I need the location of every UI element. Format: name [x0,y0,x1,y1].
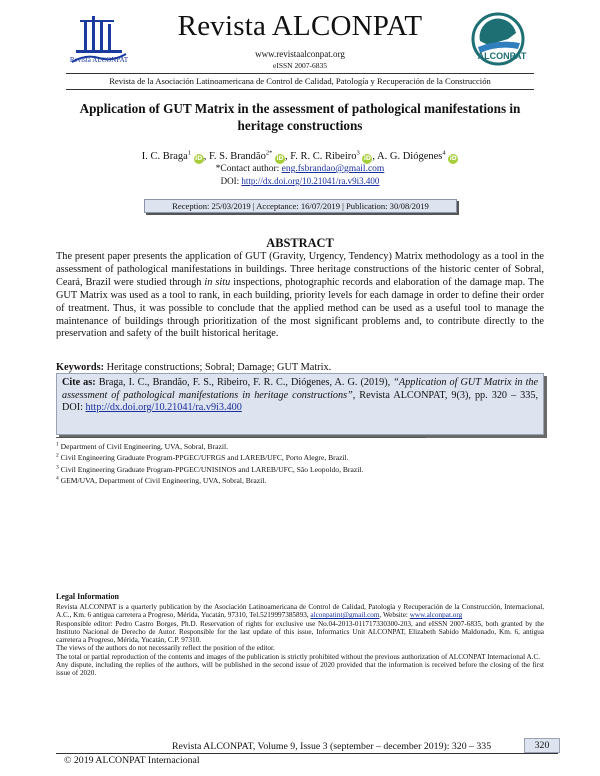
cite-title: “Application of GUT Matrix in the assessment of pathological manifestations in heritage constructions” [62,377,539,401]
author-separator: , [372,151,378,162]
legal-paragraph [56,603,544,620]
legal-paragraph: The total or partial reproduction of the contents and images of the publication is strictly prohibited without the previous authorization of ALCONPAT Internacional A.C. [56,652,541,661]
abstract-part: The present paper presents the application of GUT (Gravity, Urgency, Tendency) Matrix methodology as a tool in the assessment of pathological manifestations in buildings. Three heritage constructions of the historic center of Sobral, Ceará, Brazil were studied through [56,251,544,288]
legal-text: Revista ALCONPAT is a quarterly publication by the Asociación Latinoamericana de Control de Calidad, Patología y Recuperación de la Construcción, Internacional, A.C., Km. 6 antigua carretera a Progreso, Mérida, Yucatán, 97310, Tel.5219997385893, [56,603,544,620]
footer-issue: Revista ALCONPAT, Volume 9, Issue 3 (september – december 2019): 320 – 335 [172,741,492,752]
contact-email-link[interactable]: eng.fsbrandao@gmail.com [281,164,385,174]
cite-authors: Braga, I. C., Brandão, F. S., Ribeiro, F. R. C., Diógenes, A. G. (2019), [98,377,391,388]
orcid-icon[interactable]: iD [276,155,284,162]
orcid-icon[interactable]: iD [363,155,371,162]
journal-url[interactable]: www.revistaalconpat.org [255,49,345,59]
author-name: F. S. Brandão [208,151,266,162]
orcid-icon[interactable]: iD [195,155,203,162]
header-rule-bottom [66,89,534,90]
journal-eissn: eISSN 2007-6835 [273,61,327,70]
orcid-icon[interactable]: iD [449,155,457,162]
alconpat-website-link[interactable]: www.alconpat.org [409,611,463,620]
legal-paragraph: The views of the authors do not necessarily reflect the position of the editor. [56,644,275,653]
legal-text: , Website: [379,611,408,620]
footnote-number: 1 [56,441,59,448]
footnote-number: 3 [56,464,59,471]
doi-label: DOI: [220,176,240,186]
publication-dates: Reception: 25/03/2019 | Acceptance: 16/07/2019 | Publication: 30/08/2019 [144,199,457,213]
abstract-italic: in situ [204,276,231,288]
author-name: I. C. Braga [141,151,188,162]
footnote-text: Department of Civil Engineering, UVA, Sobral, Brazil. [60,442,228,451]
journal-title: Revista ALCONPAT [177,10,423,42]
author-name: F. R. C. Ribeiro [290,151,357,162]
author-list [0,151,600,164]
footnote-text: Civil Engineering Graduate Program-PPGEC/UNISINOS and LAREB/UFC, São Leopoldo, Brazil. [60,465,364,474]
legal-paragraph: Any dispute, including the replies of the authors, will be published in the second issue of 2020 provided that the information is received before the closing of the first issue of 2020. [56,661,544,678]
logo-right-text: ALCONPAT [477,51,527,61]
author-separator: , [284,151,291,162]
cite-label: Cite as: [62,377,96,388]
page-number: 320 [524,738,560,753]
paper-title: Application of GUT Matrix in the assessment of pathological manifestations in heritage constructions [79,101,521,133]
legal-paragraph: Responsible editor: Pedro Castro Borges, Ph.D. Reservation of rights for exclusive use No.04-2013-011717330300-203, and eISSN 2007-6835, both granted by the Instituto Nacional de Derecho de Autor. Responsible for the last update of this issue, Informatics Unit ALCONPAT, Elizabeth Sabido Maldonado, Km. 6, antigua carretera a Progreso, Mérida, Yucatán, C.P. 97310. [56,619,544,645]
alconpat-logo [468,11,530,67]
contact-author [0,164,600,174]
cite-doi-link[interactable]: http://dx.doi.org/10.21041/ra.v9i3.400 [85,402,242,413]
legal-info [56,603,544,678]
doi-line [0,176,600,186]
alconpat-email-link[interactable]: alconpatint@gmail.com [310,611,380,620]
footnote-number: 2 [56,452,59,459]
keywords-label: Keywords: [56,362,105,373]
author-affiliation: 4 [442,149,446,157]
footer-rule [56,753,558,754]
abstract-heading: ABSTRACT [266,236,334,250]
abstract-text [56,251,544,341]
abstract-part: inspections, photographic records and elaboration of the damage map. The GUT Matrix was used as a tool to rank, in each building, priority levels for each damage in order to define their order of treatment. Thus, it was possible to conclude that the applied method can be used as a useful tool to manage the maintenance of buildings through prioritization of the most significant problems and, to contribute directly to the preservation and safety of the built historical heritage. [56,276,544,340]
citation-box [56,373,544,435]
legal-heading: Legal Information [56,592,119,601]
author-name: A. G. Diógenes [377,151,443,162]
footnote-number: 4 [56,475,59,482]
keywords-line [56,362,544,373]
header-rule [66,73,534,74]
author-affiliation: 2* [265,149,273,157]
footnote-rule [56,437,426,438]
keywords-value: Heritage constructions; Sobral; Damage; GUT Matrix. [106,362,332,373]
doi-link[interactable]: http://dx.doi.org/10.21041/ra.v9i3.400 [241,176,380,186]
cite-source: , Revista ALCONPAT, 9(3), pp. 320 – 335, DOI: [62,389,538,413]
author-affiliation: 1 [187,149,192,157]
author-affiliation: 3 [356,149,360,157]
author-separator: , [203,151,209,162]
logo-left-text: Revista ALCONPAT [69,56,129,64]
footnote [56,453,536,462]
footnote [56,465,536,474]
footnote-text: Civil Engineering Graduate Program-PPGEC/UFRGS and LAREB/UFC, Porto Alegre, Brazil. [60,453,349,462]
footnote [56,442,536,451]
footnote-text: GEM/UVA, Department of Civil Engineering, UVA, Sobral, Brazil. [60,476,267,485]
footnote [56,476,536,485]
copyright: © 2019 ALCONPAT Internacional [64,755,200,766]
association-line: Revista de la Asociación Latinoamericana de Control de Calidad, Patología y Recuperación de la Construcción [109,76,491,86]
contact-label: *Contact author: [215,164,280,174]
